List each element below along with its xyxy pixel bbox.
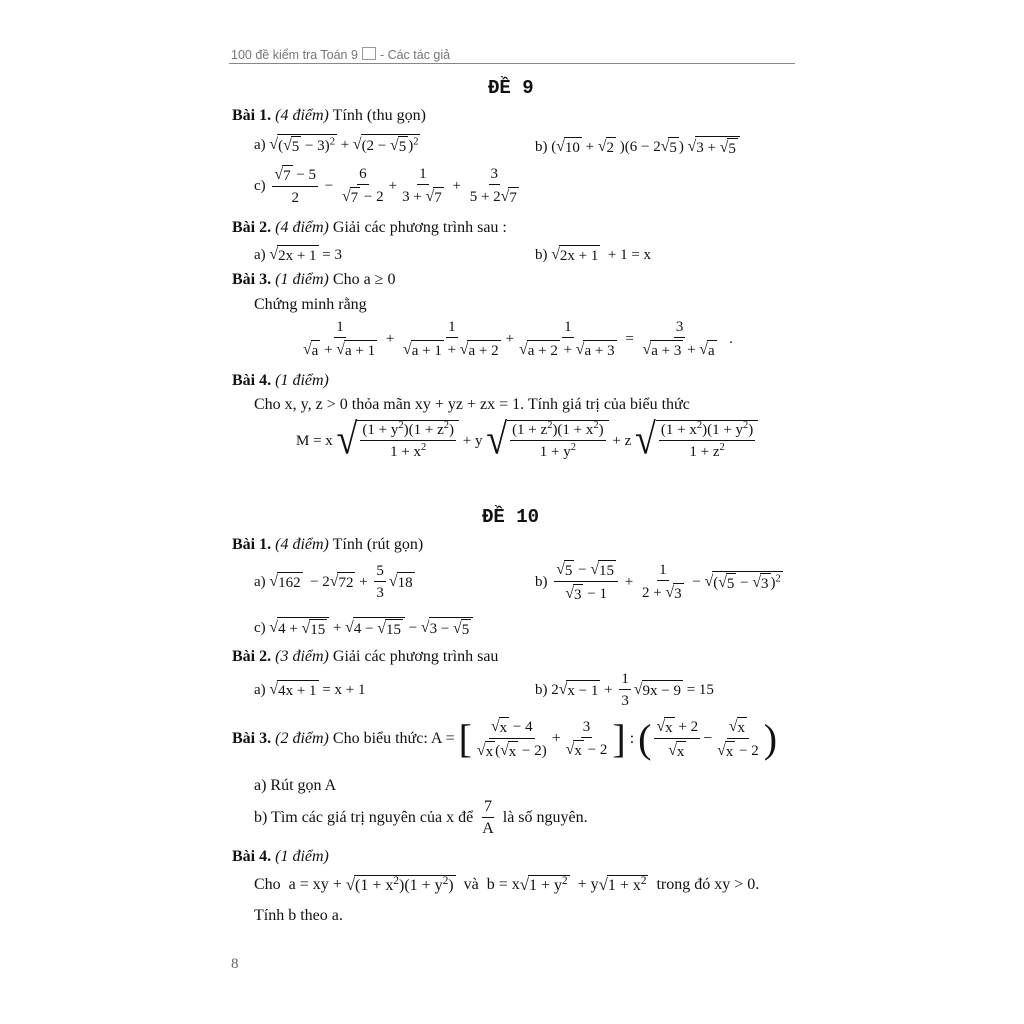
de10-bai3-b-text: b) Tìm các giá trị nguyên của x để [254,809,474,826]
de10-bai4-cho: Cho [254,876,281,893]
de10-bai3-a: a) Rút gọn A [254,777,337,794]
de9-bai2-heading [232,218,507,238]
de10-bai1-points: (4 điểm) [275,536,329,553]
de10-bai2-points: (3 điểm) [275,648,329,665]
header-rule [229,63,795,64]
de9-bai1-a: a) √ ( √ 5 − 3)$^2$ + √ (2 − √ 5 )$^2$ [254,134,420,156]
de9-bai4-label: Bài 4. [232,372,272,389]
de9-bai2-label: Bài 2. [232,219,272,236]
de9-bai3-points: (1 điểm) [275,271,329,288]
de9-bai2-a: a) √ 2x + 1 = 3 [254,246,342,264]
de10-bai1-a: a) √ 162 − 2 √ 72 + $\frac{5}{3}$ √ 18 [254,563,413,601]
de10-bai4-points: (1 điểm) [275,848,329,865]
de10-bai3-label: Bài 3. [232,730,272,747]
de9-bai1-points: (4 điểm) [275,107,329,124]
de10-bai3-heading: Bài 3. (2 điểm) Cho biểu thức: A = [ √ x − 4 √ x ( √ x − 2) + 3 √ x − 2 ] : ( √ x + 2 √ x − √ x √ x − 2 ) [232,716,778,761]
de10-bai3-points: (2 điểm) [275,730,329,747]
section-title-de10: ĐỀ 10 [482,506,540,528]
de10-bai2-label: Bài 2. [232,648,272,665]
de9-bai4-text: Cho x, y, z > 0 thỏa mãn xy + yz + zx = 1. Tính giá trị của biểu thức [254,396,690,413]
section-title-de9: ĐỀ 9 [488,77,534,99]
de9-bai3-heading [232,270,395,290]
de9-bai1-text: Tính (thu gọn) [332,107,426,124]
header-title: 100 đề kiểm tra Toán 9 [231,48,358,62]
de10-bai3-text: Cho biểu thức: A = [332,730,455,747]
de10-bai1-b: b) √ 5 − √ 15 √ 3 − 1 + 1 2 + √ 3 − √ ( √ 5 − √ 3 )$^2$ [535,561,781,603]
page-number: 8 [231,956,239,972]
de10-bai1-c: c) √ 4 + √ 15 + √ 4 − √ 15 − √ 3 − √ 5 [254,617,473,639]
de10-bai1-heading [232,535,423,555]
de9-bai4-expression: M = x √ $\frac{(1 + y^2)(1 + z^2)}{1 + x^2}$ + y √ $\frac{(1 + z^2)(1 + x^2)}{1 + y^2}$ + z √ $\frac{(1 + x^2)(1 + y^2)}{1 + z^2}$ [296,420,758,461]
de9-bai1-heading [232,106,426,126]
de10-bai4-va: và [463,876,479,893]
de10-bai3-b: b) Tìm các giá trị nguyên của x để $\frac{7}{A}$ là số nguyên. [254,798,588,837]
book-icon [362,47,376,60]
de10-bai4-heading [232,847,329,867]
de10-bai1-label: Bài 1. [232,536,272,553]
de10-bai4-condition: trong đó xy > 0. [656,876,760,893]
de10-bai2-a: a) √ 4x + 1 = x + 1 [254,681,366,699]
de10-bai4-task: Tính b theo a. [254,907,343,924]
de9-bai1-b: b) ( √ 10 + √ 2 )(6 − 2 √ 5 ) √ 3 + √ 5 [535,136,740,158]
running-header [231,47,450,62]
de9-bai2-b: b) √ 2x + 1 + 1 = x [535,246,652,264]
de9-bai1-label: Bài 1. [232,107,272,124]
de10-bai2-text: Giải các phương trình sau [332,648,499,665]
de10-bai2-heading [232,647,498,667]
de10-bai4-given: Cho a = xy + √ $(1 + x^2)(1 + y^2)$ và b = x √ $1 + y^2$ + y √ $1 + x^2$ trong đó xy > 0. [254,874,760,894]
de9-bai4-heading [232,371,329,391]
de10-bai2-b: b) 2 √ x − 1 + $\frac{1}{3}$ √ 9x − 9 = 15 [535,671,714,709]
de10-bai1-text: Tính (rút gọn) [332,536,424,553]
de9-bai3-text: Cho a ≥ 0 [332,271,396,288]
de9-bai3-prove: Chứng minh rằng [254,296,367,313]
de10-bai4-label: Bài 4. [232,848,272,865]
de9-bai3-identity: 1 √ a + √ a + 1 + 1 √ a + 1 + √ a + 2 + 1 √ a + 2 + √ a + 3 = 3 √ a + 3 + √ a . [303,319,733,359]
header-authors: - Các tác giả [379,48,451,62]
de9-bai1-c: c) √ 7 − 5 2 − 6 √ 7 − 2 + 1 3 + √ 7 + 3 5 + 2 √ 7 [254,166,517,206]
de9-bai2-text: Giải các phương trình sau : [332,219,507,236]
de9-bai3-label: Bài 3. [232,271,272,288]
de9-bai2-points: (4 điểm) [275,219,329,236]
de9-bai4-points: (1 điểm) [275,372,329,389]
de10-bai3-b-suffix: là số nguyên. [502,809,588,826]
